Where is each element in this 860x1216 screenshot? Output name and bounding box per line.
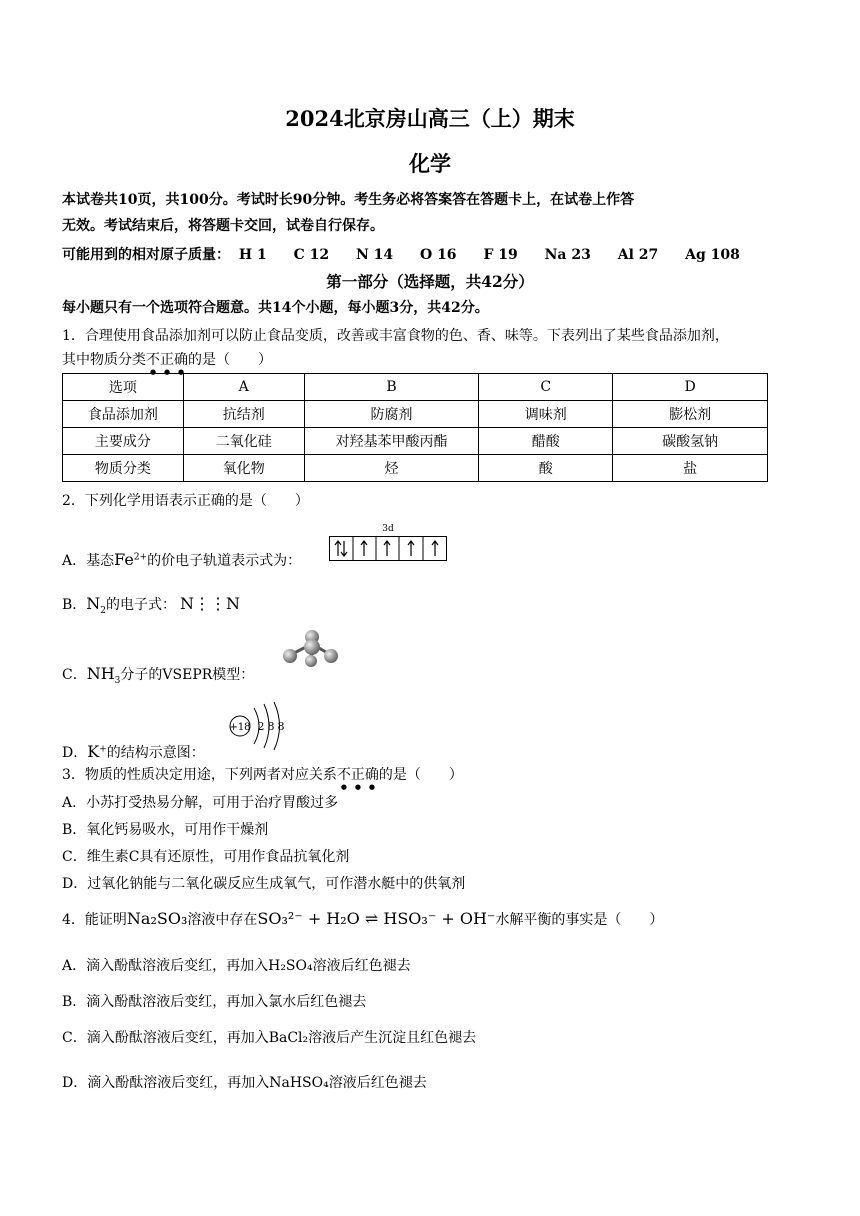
atomic-mass-line	[62, 244, 762, 264]
mass-item: O 16	[420, 247, 457, 263]
q3-option-d: D．过氧化钠能与二氧化碳反应生成氧气，可作潜水艇中的供氧剂	[62, 876, 466, 892]
q4-option-d: D．滴入酚酞溶液后变红，再加入NaHSO₄溶液后红色褪去	[62, 1075, 427, 1091]
mass-label: 可能用到的相对原子质量：	[62, 247, 230, 263]
table-cell: 选项	[63, 374, 184, 401]
table-cell: 二氧化硅	[183, 428, 304, 455]
q3-stem	[62, 764, 463, 791]
table-cell: 膨松剂	[613, 401, 768, 428]
option-text: D．	[62, 745, 88, 761]
q1-emphasis: 不正确	[146, 352, 188, 368]
charge: +	[99, 744, 107, 755]
table-cell: A	[183, 374, 304, 401]
orbital-label: 3d	[382, 524, 394, 534]
q3-option-c: C．维生素C具有还原性，可用作食品抗氧化剂	[62, 849, 350, 865]
table-row	[63, 455, 768, 482]
formula: K	[87, 742, 100, 761]
q4-stem-text: 溶液中存在	[187, 912, 258, 928]
table-cell: 对羟基苯甲酸丙酯	[304, 428, 479, 455]
hydrolysis-equation: SO₃²⁻ + H₂O ⇌ HSO₃⁻ + OH⁻	[257, 909, 496, 928]
part-note: 每小题只有一个选项符合题意。共14个小题，每小题3分，共42分。	[62, 300, 489, 316]
q1-stem-text: 其中物质分类	[62, 352, 146, 368]
q2-option-c	[62, 664, 254, 686]
q2-option-d	[62, 742, 205, 762]
atomic-structure-diagram	[228, 700, 288, 752]
subject-title: 化学	[409, 151, 451, 176]
table-cell: D	[613, 374, 768, 401]
q3-option-a: A．小苏打受热易分解，可用于治疗胃酸过多	[62, 795, 339, 811]
vsepr-model-image	[278, 630, 344, 670]
q4-option-c: C．滴入酚酞溶液后变红，再加入BaCl₂溶液后产生沉淀且红色褪去	[62, 1030, 477, 1046]
intro-line-2: 无效。考试结束后，将答题卡交回，试卷自行保存。	[62, 218, 384, 234]
mass-item: Ag 108	[685, 247, 740, 263]
table-cell: 调味剂	[479, 401, 613, 428]
option-text: 分子的VSEPR模型：	[120, 667, 255, 683]
option-text: A．基态	[62, 553, 115, 569]
table-cell: 醋酸	[479, 428, 613, 455]
table-cell: 物质分类	[63, 455, 184, 482]
nucleus-label: +18	[229, 722, 251, 733]
table-cell: 烃	[304, 455, 479, 482]
table-cell: 主要成分	[63, 428, 184, 455]
table-cell: B	[304, 374, 479, 401]
mass-item: Al 27	[617, 247, 659, 263]
table-cell: 食品添加剂	[63, 401, 184, 428]
mass-item: N 14	[355, 247, 394, 263]
q4-stem	[62, 909, 663, 929]
mass-item: H 1	[238, 247, 267, 263]
table-cell: 碳酸氢钠	[613, 428, 768, 455]
table-row	[63, 401, 768, 428]
table-cell: 盐	[613, 455, 768, 482]
formula: Na₂SO₃	[126, 909, 188, 928]
q3-stem-text: 的是（ ）	[378, 767, 463, 783]
q4-option-b: B．滴入酚酞溶液后变红，再加入氯水后红色褪去	[62, 994, 367, 1010]
orbital-diagram	[329, 536, 447, 562]
q4-stem-text: 水解平衡的事实是（ ）	[495, 912, 664, 928]
table-cell: 酸	[479, 455, 613, 482]
intro-line-1: 本试卷共10页，共100分。考试时长90分钟。考生务必将答案答在答题卡上，在试卷上作答	[62, 192, 635, 208]
mass-item: Na 23	[544, 247, 591, 263]
option-text: 的结构示意图：	[106, 745, 205, 761]
q1-table	[62, 373, 768, 482]
q4-stem-text: 4．能证明	[62, 912, 127, 928]
table-cell: 抗结剂	[183, 401, 304, 428]
option-text: 的价电子轨道表示式为：	[147, 553, 302, 569]
subscript: 2	[100, 605, 107, 616]
shell-electron-count: 8	[277, 720, 285, 733]
option-text: B．	[62, 597, 87, 613]
q2-option-b	[62, 594, 240, 616]
subscript: 3	[114, 675, 121, 686]
q3-emphasis: 不正确	[336, 767, 379, 783]
q2-option-a	[62, 550, 301, 570]
table-cell: C	[479, 374, 613, 401]
formula: NH	[86, 664, 115, 683]
option-text: 的电子式：	[106, 597, 177, 613]
charge: 2+	[133, 552, 148, 563]
q1-stem-text: 的是（ ）	[188, 352, 272, 368]
table-cell: 防腐剂	[304, 401, 479, 428]
q1-stem-line2	[62, 349, 272, 376]
part-title: 第一部分（选择题，共42分）	[326, 272, 534, 291]
mass-item: C 12	[293, 247, 330, 263]
shell-electron-count: 2	[257, 720, 265, 733]
q2-stem: 2．下列化学用语表示正确的是（ ）	[62, 493, 309, 509]
q4-option-a: A．滴入酚酞溶液后变红，再加入H₂SO₄溶液后红色褪去	[62, 958, 411, 974]
q3-stem-text: 3．物质的性质决定用途，下列两者对应关系	[62, 767, 337, 783]
electron-formula: N⋮⋮N	[180, 594, 241, 613]
table-row	[63, 428, 768, 455]
shell-electron-count: 8	[267, 720, 275, 733]
exam-title: 2024北京房山高三（上）期末	[285, 106, 575, 131]
table-cell: 氧化物	[183, 455, 304, 482]
option-text: C．	[62, 667, 87, 683]
q3-option-b: B．氧化钙易吸水，可用作干燥剂	[62, 822, 269, 838]
mass-item: F 19	[483, 247, 518, 263]
table-row	[63, 374, 768, 401]
q1-stem-line1: 1．合理使用食品添加剂可以防止食品变质，改善或丰富食物的色、香、味等。下表列出了某些食品添加剂，	[62, 328, 729, 344]
formula: N	[86, 594, 101, 613]
formula: Fe	[114, 550, 134, 569]
